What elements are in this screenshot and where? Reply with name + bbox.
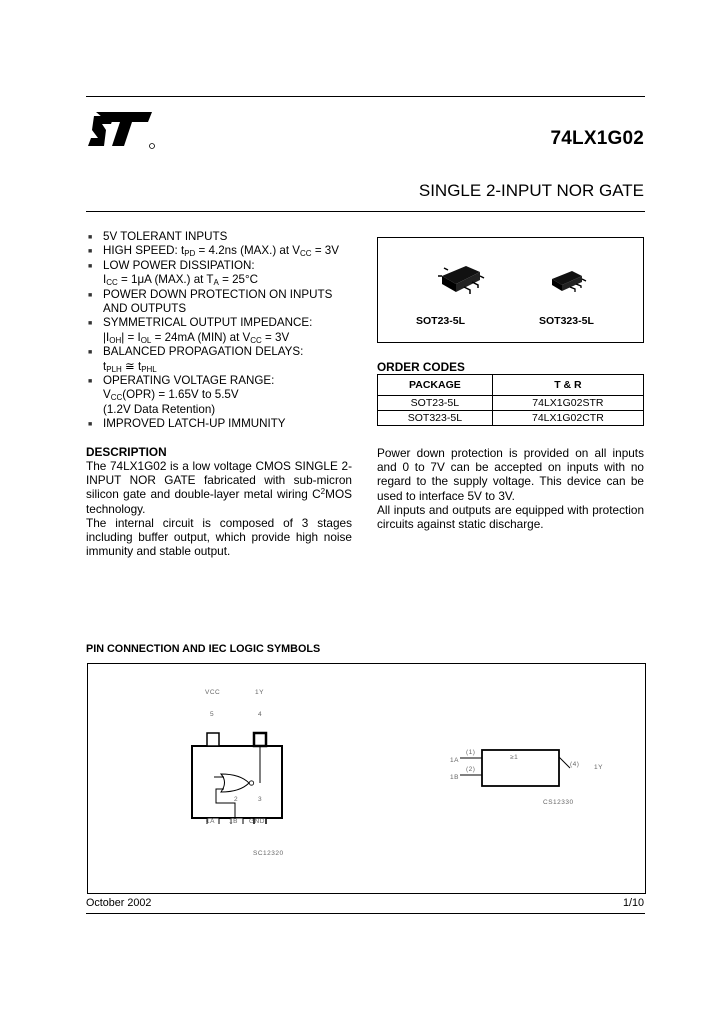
part-number: 74LX1G02 [550,128,644,149]
bullet-icon: ■ [88,248,93,256]
table-cell: SOT23-5L [378,396,493,411]
description-paragraph: The 74LX1G02 is a low voltage CMOS SINGLE 2-INPUT NOR GATE fabricated with sub-micron silicon gate and double-layer metal wiring $C^2MOS$ technology. [86,459,352,516]
iec-pin-number: (4) [570,761,580,768]
sot23-package-icon [436,262,486,298]
iec-input-1b: 1B [450,774,459,781]
table-cell: 74LX1G02CTR [492,411,643,426]
pin-number: 3 [258,796,263,803]
order-codes-table [377,374,644,426]
feature-item: ■ IMPROVED LATCH-UP IMMUNITY [86,417,366,431]
document-subtitle: SINGLE 2-INPUT NOR GATE [418,181,644,200]
feature-item: ■ POWER DOWN PROTECTION ON INPUTS AND OUTPUTS [88,287,333,316]
bullet-icon: ■ [88,320,93,328]
bullet-icon: ■ [88,349,93,357]
features-list [86,230,366,432]
description-right-column [377,446,644,531]
package-label: SOT323-5L [539,315,594,327]
bullet-icon: ■ [88,378,93,386]
pin-connection-diagram [188,704,318,824]
package-label: SOT23-5L [416,315,466,327]
pin-label-1a: 1A [206,818,215,825]
pin-connection-title: PIN CONNECTION AND IEC LOGIC SYMBOLS [86,643,321,655]
table-cell: SOT323-5L [378,411,493,426]
bullet-icon: ■ [88,234,93,241]
st-logo-icon [86,108,156,150]
header-bottom-rule [86,211,645,212]
package-images-box [377,237,644,343]
bullet-icon: ■ [88,262,93,270]
table-row [378,396,644,411]
description-paragraph: All inputs and outputs are equipped with protection circuits against static discharge. [377,502,644,532]
footer-page-number: 1/10 [622,897,644,909]
column-header: PACKAGE [378,375,493,396]
bullet-icon: ■ [88,421,93,429]
table-row [378,411,644,426]
pin-label-1y: 1Y [255,689,264,696]
description-paragraph: The internal circuit is composed of 3 stages including buffer output, which provide high noise immunity and stable output. [86,515,352,559]
pin-diagram-box [87,663,646,894]
header-top-rule [86,96,645,97]
iec-pin-number: (2) [466,766,476,773]
bullet-icon: ■ [88,291,93,299]
iec-input-1a: 1A [450,757,459,764]
column-header: T & R [492,375,643,396]
feature-item: ■ BALANCED PROPAGATION DELAYS: $t_{PLH}$ ≅ $t_{PHL}$ [88,345,304,374]
table-header-row [378,375,644,396]
iec-function: ≥1 [510,754,519,761]
feature-item: ■ 5V TOLERANT INPUTS [86,230,366,244]
pin-label-gnd: GND [249,818,265,825]
figure-id: SC12320 [253,850,284,857]
footer-date: October 2002 [86,897,152,909]
iec-logic-symbol [458,744,638,804]
pin-label-1b: 1B [229,818,238,825]
description-paragraph: Power down protection is provided on all inputs and 0 to 7V can be accepted on inputs with no regard to the supply voltage. This device can be used to interface 5V to 3V. [377,446,644,503]
feature-item: ■ HIGH SPEED: $t_{PD} = 4.2ns$ (MAX.) at $V_{CC} = 3V$ [88,244,339,259]
feature-item: ■ SYMMETRICAL OUTPUT IMPEDANCE: $|I_{OH}| = I_{OL} = 24mA$ (MIN) at $V_{CC} = 3V$ [88,316,313,345]
feature-item: ■ LOW POWER DISSIPATION: $I_{CC} = 1\mu A$ (MAX.) at $T_A = 25^\circ C$ [88,258,258,288]
table-cell: 74LX1G02STR [492,396,643,411]
figure-id: CS12330 [543,799,574,806]
iec-pin-number: (1) [466,749,476,756]
iec-output-1y: 1Y [594,764,603,771]
order-codes-title: ORDER CODES [377,360,465,374]
description-left-column [86,459,352,558]
pin-number: 5 [210,711,215,718]
pin-number: 4 [258,711,263,718]
description-title: DESCRIPTION [86,445,167,459]
feature-item: ■ OPERATING VOLTAGE RANGE: $V_{CC}(OPR) = 1.65V$ to 5.5V (1.2V Data Retention) [88,374,275,416]
footer-rule [86,913,645,914]
sot323-package-icon [548,268,588,296]
pin-label-vcc: VCC [205,689,221,696]
pin-number: 2 [234,796,239,803]
